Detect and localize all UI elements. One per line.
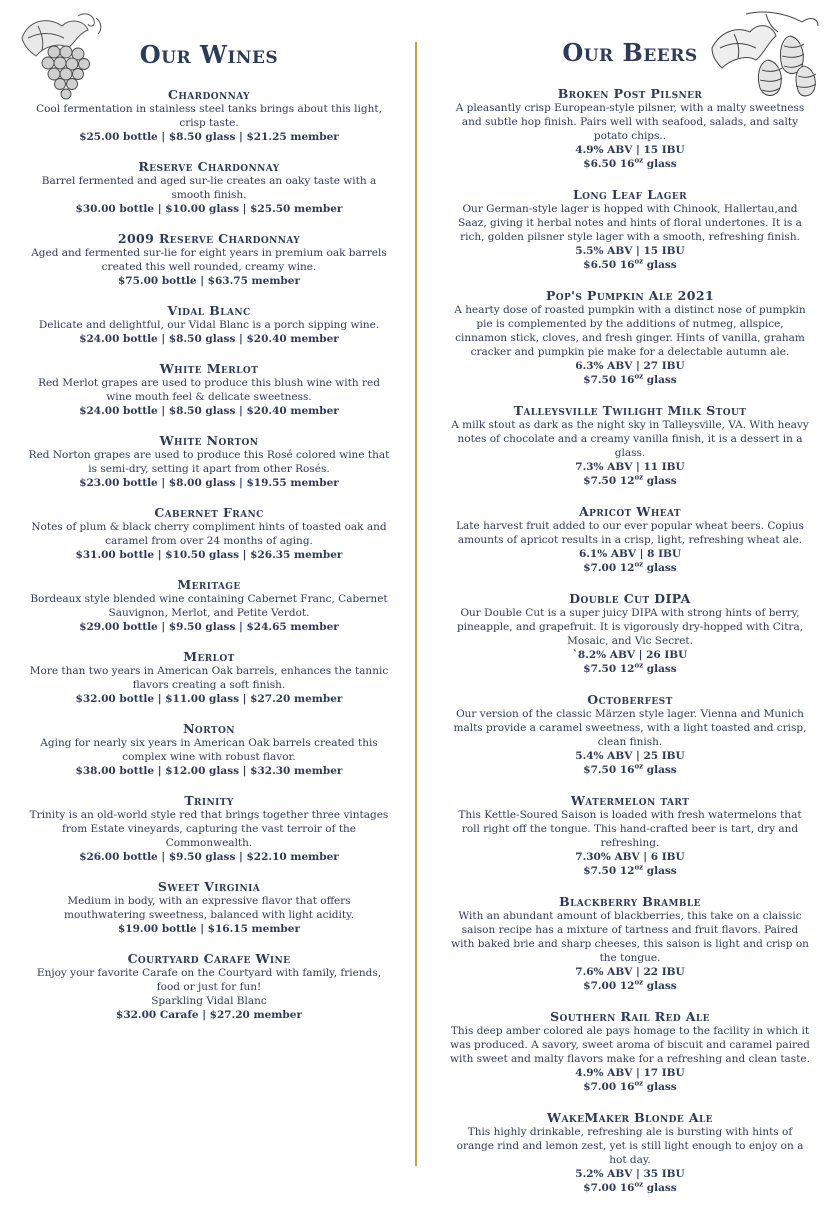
- beer-price: [450, 1181, 810, 1195]
- beer-item: [450, 86, 810, 171]
- wine-price: $75.00 bottle | $63.75 member: [118, 275, 300, 287]
- beer-description: A milk stout as dark as the night sky in Talleysville, VA. With heavy notes of chocolate and a creamy vanilla finish, it is a dessert in a glass.: [451, 419, 809, 459]
- beer-name: Pop's Pumpkin Ale 2021: [545, 288, 715, 303]
- beer-price: [450, 979, 810, 993]
- beer-item: [450, 793, 810, 878]
- wine-name: Vidal Blanc: [167, 303, 251, 318]
- beer-item: [450, 591, 810, 676]
- wine-item: [28, 361, 390, 418]
- wine-item: [28, 505, 390, 562]
- beer-serving: glass: [643, 259, 677, 271]
- wine-description: Cool fermentation in stainless steel tanks brings about this light, crisp taste.: [36, 103, 382, 129]
- wine-description: Red Merlot grapes are used to produce this blush wine with red wine mouth feel & delicate sweetness.: [38, 377, 380, 403]
- beer-abv-ibu: 6.1% ABV | 8 IBU: [578, 548, 682, 560]
- beer-abv-ibu: 5.4% ABV | 25 IBU: [575, 750, 685, 762]
- beer-item: [450, 403, 810, 488]
- beer-description: Our German-style lager is hopped with Chinook, Hallertau,and Saaz, giving it herbal notes and hints of floral undertones. It is a rich, golden pilsner style lager with a smooth, refreshing finish.: [458, 203, 802, 243]
- beer-price-amount: $7.00 16: [583, 1081, 635, 1093]
- wine-description: Delicate and delightful, our Vidal Blanc is a porch sipping wine.: [38, 319, 380, 331]
- wine-description: More than two years in American Oak barrels, enhances the tannic flavors creating a soft finish.: [29, 665, 389, 691]
- beer-item: [450, 288, 810, 387]
- beer-price-amount: $7.00 12: [583, 562, 635, 574]
- beer-name: Long Leaf Lager: [572, 187, 688, 202]
- beer-oz-unit: oz: [634, 472, 644, 482]
- wine-item: [28, 231, 390, 288]
- beer-item: [450, 894, 810, 993]
- wine-description: Red Norton grapes are used to produce this Rosé colored wine that is semi-dry, setting it apart from other Rosés.: [28, 449, 390, 475]
- beer-description: This highly drinkable, refreshing ale is bursting with hints of orange rind and lemon zest, yet is still light enough to enjoy on a hot day.: [456, 1126, 804, 1166]
- beer-name: Double Cut DIPA: [569, 591, 691, 606]
- wine-item: [28, 577, 390, 634]
- wines-heading: Our Wines: [139, 40, 279, 69]
- beer-abv-ibu: `8.2% ABV | 26 IBU: [572, 649, 688, 661]
- wine-price: $26.00 bottle | $9.50 glass | $22.10 member: [79, 851, 339, 863]
- beer-description: A hearty dose of roasted pumpkin with a distinct nose of pumpkin pie is complemented by the additions of nutmeg, allspice, cinnamon stick, cloves, and fresh ginger. Hints of vanilla, graham cracker and pumpkin pie make for a delectable autumn ale.: [454, 304, 806, 358]
- beer-price-amount: $7.50 16: [583, 374, 635, 386]
- wine-price: $25.00 bottle | $8.50 glass | $21.25 member: [79, 131, 339, 143]
- wine-price: $24.00 bottle | $8.50 glass | $20.40 member: [79, 405, 339, 417]
- wine-name: Sweet Virginia: [157, 879, 261, 894]
- beer-item: [450, 1110, 810, 1195]
- wine-price: $29.00 bottle | $9.50 glass | $24.65 member: [79, 621, 339, 633]
- beer-price: [450, 763, 810, 777]
- wine-description: Medium in body, with an expressive flavor that offers mouthwatering sweetness, balanced with light acidity.: [64, 895, 354, 921]
- beer-oz-unit: oz: [634, 256, 644, 266]
- beer-abv-ibu: 4.9% ABV | 15 IBU: [575, 144, 685, 156]
- wine-name: Chardonnay: [168, 87, 250, 102]
- wine-name: Reserve Chardonnay: [138, 159, 280, 174]
- beer-description: This deep amber colored ale pays homage to the facility in which it was produced. A savory, sweet aroma of biscuit and caramel paired with sweet and malty flavors make for a refreshing and clean taste.: [450, 1025, 810, 1065]
- beer-description: Our Double Cut is a super juicy DIPA with strong hints of berry, pineapple, and grapefruit. It is vigorously dry-hopped with Citra, Mosaic, and Vic Secret.: [456, 607, 804, 647]
- beer-description: A pleasantly crisp European-style pilsner, with a malty sweetness and subtle hop finish. Pairs well with seafood, salads, and salty potato chips..: [455, 102, 805, 142]
- wine-item: [28, 721, 390, 778]
- beer-abv-ibu: 4.9% ABV | 17 IBU: [575, 1067, 685, 1079]
- beer-price: [450, 157, 810, 171]
- wine-price: $30.00 bottle | $10.00 glass | $25.50 member: [75, 203, 343, 215]
- beer-item: [450, 504, 810, 575]
- beer-oz-unit: oz: [634, 1078, 644, 1088]
- beer-name: Blackberry Bramble: [559, 894, 701, 909]
- beer-name: Broken Post Pilsner: [557, 86, 703, 101]
- beer-price-amount: $7.50 12: [583, 475, 635, 487]
- wine-description: Trinity is an old-world style red that brings together three vintages from Estate vineyards, capturing the vast terroir of the Commonwealth.: [29, 809, 389, 849]
- beer-price-amount: $7.50 12: [583, 865, 635, 877]
- wine-name: White Norton: [159, 433, 259, 448]
- column-divider: [415, 42, 417, 1166]
- wine-name: Trinity: [184, 793, 234, 808]
- beer-serving: glass: [643, 865, 677, 877]
- wine-price: $32.00 bottle | $11.00 glass | $27.20 member: [75, 693, 343, 705]
- wine-subtitle: Sparkling Vidal Blanc: [151, 995, 267, 1007]
- beer-serving: glass: [643, 158, 677, 170]
- wine-item: [28, 159, 390, 216]
- beer-price: [450, 474, 810, 488]
- wine-description: Aging for nearly six years in American Oak barrels created this complex wine with robust flavor.: [40, 737, 378, 763]
- beer-description: This Kettle-Soured Saison is loaded with fresh watermelons that roll right off the tongue. This hand-crafted beer is tart, dry and refreshing.: [458, 809, 802, 849]
- beer-name: Talleysville Twilight Milk Stout: [513, 403, 747, 418]
- wine-description: Aged and fermented sur-lie for eight years in premium oak barrels created this well rounded, creamy wine.: [31, 247, 387, 273]
- beer-serving: glass: [643, 663, 677, 675]
- beer-serving: glass: [643, 980, 677, 992]
- beer-oz-unit: oz: [634, 862, 644, 872]
- beer-oz-unit: oz: [634, 155, 644, 165]
- wine-name: Merlot: [183, 649, 235, 664]
- beer-price: [450, 258, 810, 272]
- wine-item: [28, 87, 390, 144]
- wine-price: $24.00 bottle | $8.50 glass | $20.40 member: [79, 333, 339, 345]
- beer-price: [450, 373, 810, 387]
- wine-name: Meritage: [177, 577, 241, 592]
- beer-price-amount: $7.00 16: [583, 1182, 635, 1194]
- beer-serving: glass: [643, 1182, 677, 1194]
- beer-name: Octoberfest: [587, 692, 673, 707]
- beer-price-amount: $7.50 12: [583, 663, 635, 675]
- wine-item: [28, 793, 390, 864]
- beer-price: [450, 864, 810, 878]
- beer-name: Apricot Wheat: [579, 504, 681, 519]
- wine-name: Cabernet Franc: [154, 505, 264, 520]
- beer-name: Southern Rail Red Ale: [550, 1009, 710, 1024]
- wine-name: White Merlot: [159, 361, 259, 376]
- wine-price: $23.00 bottle | $8.00 glass | $19.55 member: [79, 477, 339, 489]
- beer-abv-ibu: 7.30% ABV | 6 IBU: [575, 851, 685, 863]
- beer-serving: glass: [643, 562, 677, 574]
- beer-price-amount: $6.50 16: [583, 158, 635, 170]
- beer-oz-unit: oz: [634, 761, 644, 771]
- wine-name: Courtyard Carafe Wine: [127, 951, 291, 966]
- wine-item: [28, 649, 390, 706]
- beer-abv-ibu: 6.3% ABV | 27 IBU: [575, 360, 685, 372]
- wine-name: Norton: [183, 721, 235, 736]
- beer-price: [450, 662, 810, 676]
- beer-price: [450, 1080, 810, 1094]
- wine-list: [28, 87, 390, 1037]
- beer-price-amount: $6.50 16: [583, 259, 635, 271]
- beer-description: With an abundant amount of blackberries, this take on a claissic saison recipe has a mixture of tartness and fruit flavors. Paired with baked brie and sharp cheeses, this saison is light and crisp on the tongue.: [451, 910, 809, 964]
- wine-price: $31.00 bottle | $10.50 glass | $26.35 member: [75, 549, 343, 561]
- beer-abv-ibu: 5.2% ABV | 35 IBU: [575, 1168, 685, 1180]
- beer-oz-unit: oz: [634, 1179, 644, 1189]
- wine-item: [28, 951, 390, 1022]
- beer-price: [450, 561, 810, 575]
- beer-name: WakeMaker Blonde Ale: [547, 1110, 713, 1125]
- beer-serving: glass: [643, 475, 677, 487]
- wine-price: $19.00 bottle | $16.15 member: [118, 923, 300, 935]
- beer-item: [450, 692, 810, 777]
- wine-price: $38.00 bottle | $12.00 glass | $32.30 member: [75, 765, 343, 777]
- beers-heading: Our Beers: [562, 38, 698, 67]
- beer-oz-unit: oz: [634, 371, 644, 381]
- beer-oz-unit: oz: [634, 559, 644, 569]
- beer-price-amount: $7.50 16: [583, 764, 635, 776]
- beer-item: [450, 1009, 810, 1094]
- wine-description: Barrel fermented and aged sur-lie creates an oaky taste with a smooth finish.: [41, 175, 377, 201]
- wine-name: 2009 Reserve Chardonnay: [117, 231, 301, 246]
- wine-price: $32.00 Carafe | $27.20 member: [116, 1009, 302, 1021]
- beer-oz-unit: oz: [634, 660, 644, 670]
- beer-abv-ibu: 7.3% ABV | 11 IBU: [575, 461, 685, 473]
- beer-serving: glass: [643, 764, 677, 776]
- wine-item: [28, 433, 390, 490]
- beer-oz-unit: oz: [634, 977, 644, 987]
- wine-description: Notes of plum & black cherry compliment hints of toasted oak and caramel from over 24 months of aging.: [31, 521, 387, 547]
- beer-description: Late harvest fruit added to our ever popular wheat beers. Copius amounts of apricot results in a crisp, light, refreshing wheat ale.: [456, 520, 804, 546]
- beer-abv-ibu: 7.6% ABV | 22 IBU: [575, 966, 685, 978]
- beer-serving: glass: [643, 374, 677, 386]
- beer-abv-ibu: 5.5% ABV | 15 IBU: [575, 245, 685, 257]
- wine-description: Enjoy your favorite Carafe on the Courtyard with family, friends, food or just for fun!: [36, 967, 382, 993]
- beer-price-amount: $7.00 12: [583, 980, 635, 992]
- beer-serving: glass: [643, 1081, 677, 1093]
- beer-description: Our version of the classic Märzen style lager. Vienna and Munich malts provide a caramel sweetness, with a light toasted and crisp, clean finish.: [453, 708, 807, 748]
- beer-list: [450, 86, 810, 1211]
- wine-description: Bordeaux style blended wine containing Cabernet Franc, Cabernet Sauvignon, Merlot, and Petite Verdot.: [30, 593, 388, 619]
- wine-item: [28, 879, 390, 936]
- beer-item: [450, 187, 810, 272]
- wine-item: [28, 303, 390, 346]
- beer-name: Watermelon tart: [570, 793, 690, 808]
